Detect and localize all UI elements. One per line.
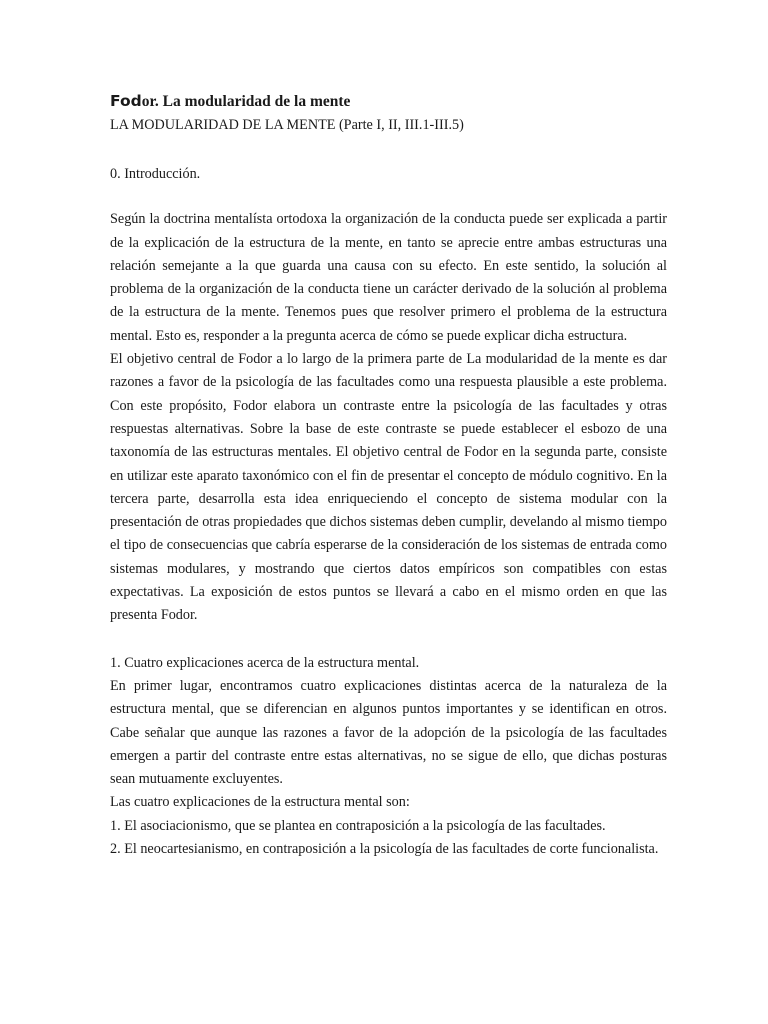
- document-page: [110, 90, 667, 861]
- paragraph-4: Las cuatro explicaciones de la estructura mental son:: [110, 794, 410, 811]
- section-0-heading: 0. Introducción.: [110, 166, 201, 182]
- list-item-2: 2. El neocartesianismo, en contraposición a la psicología de las facultades de corte funcionalista.: [110, 841, 659, 858]
- title-author-prefix: Fod: [110, 92, 142, 110]
- paragraph-2: El objetivo central de Fodor a lo largo de la primera parte de La modularidad de la mente es dar razones a favor de la psicología de las facultades como una respuesta plausible a este problema. Con este propósito, Fodor elabora un contraste entre la psicología de las facultades y otras respuestas alternativas. Sobre la base de este contraste se puede establecer el esbozo de una taxonomía de las estructuras mentales. El objetivo central de Fodor en la segunda parte, consiste en utilizar este aparato taxonómico con el fin de presentar el concepto de módulo cognitivo. En la tercera parte, desarrolla esta idea enriqueciendo el concepto de sistema modular con la presentación de otras propiedades que dichos sistemas deben cumplir, develando al mismo tiempo el tipo de consecuencias que cabría esperarse de la consideración de los sistemas de entrada como sistemas modulares, y mostrando que ciertos datos empíricos son compatibles con estas expectativas. La exposición de estos puntos se llevará a cabo en el mismo orden en que las presenta Fodor.: [110, 351, 667, 624]
- document-subtitle: LA MODULARIDAD DE LA MENTE (Parte I, II, III.1-III.5): [110, 117, 464, 133]
- list-item-1: 1. El asociacionismo, que se plantea en contraposición a la psicología de las facultades.: [110, 817, 606, 834]
- spacer: [110, 137, 667, 163]
- spacer: [110, 628, 667, 652]
- spacer: [110, 186, 667, 208]
- document-title: [110, 90, 667, 113]
- paragraph-3: En primer lugar, encontramos cuatro explicaciones distintas acerca de la naturaleza de la estructura mental, que se diferencian en algunos puntos importantes y se identifican en otros. Cabe señalar que aunque las razones a favor de la adopción de la psicología de las facultades emergen a partir del contraste entre estas alternativas, no se sigue de ello, que dichas posturas sean mutuamente excluyentes.: [110, 677, 667, 788]
- section-1-heading: 1. Cuatro explicaciones acerca de la estructura mental.: [110, 654, 420, 671]
- title-rest: or. La modularidad de la mente: [141, 93, 351, 110]
- paragraph-1: Según la doctrina mentalísta ortodoxa la organización de la conducta puede ser explicada a partir de la explicación de la estructura de la mente, en tanto se aprecie entre ambas estructuras una relación semejante a la que guarda una causa con su efecto. En este sentido, la solución al problema de la organización de la conducta tiene un carácter derivado de la solución al problema de la estructura de la mente. Tenemos pues que resolver primero el problema de la estructura mental. Esto es, responder a la pregunta acerca de cómo se puede explicar dicha estructura.: [110, 211, 667, 344]
